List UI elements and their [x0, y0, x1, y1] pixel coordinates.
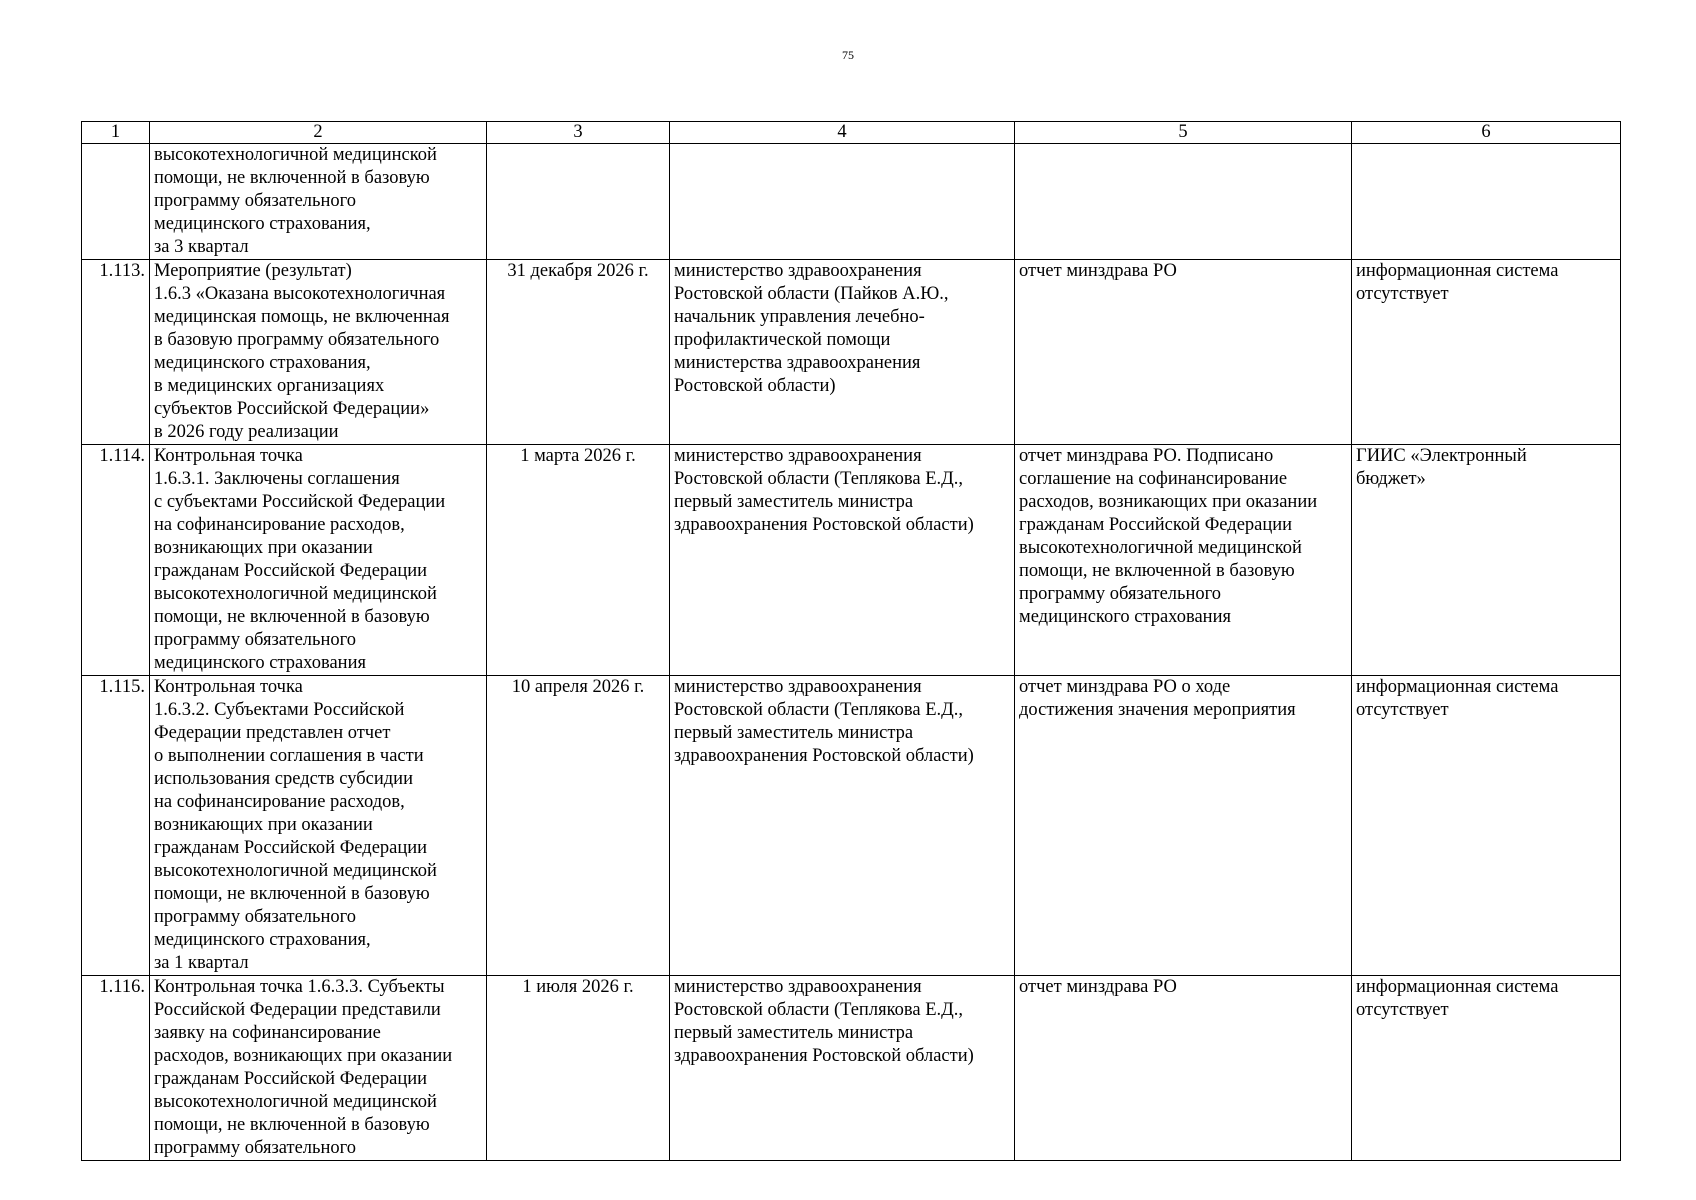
- row-responsible-text: министерство здравоохранения Ростовской области (Теплякова Е.Д., первый заместитель министра здравоохранения Ростовской области): [674, 677, 974, 766]
- row-system-text: информационная система отсутствует: [1356, 977, 1559, 1020]
- row-number: 1.116.: [82, 976, 150, 1161]
- row-system-text: информационная система отсутствует: [1356, 261, 1559, 304]
- row-name: [150, 976, 487, 1161]
- column-header-2: 2: [150, 122, 487, 144]
- row-number: 1.115.: [82, 676, 150, 976]
- row-name-text: Контрольная точка 1.6.3.2. Субъектами Российской Федерации представлен отчет о выполнении соглашения в части использования средств субсидии на софинансирование расходов, возникающих при оказании гражданам Российской Федерации высокотехнологичной медицинской помощи, не включенной в базовую программу обязательного медицинского страхования, за 1 квартал: [154, 677, 437, 973]
- row-document-text: отчет минздрава РО: [1019, 977, 1177, 997]
- row-system: [1352, 676, 1621, 976]
- row-date: [487, 144, 670, 260]
- row-name-text: Мероприятие (результат) 1.6.3 «Оказана высокотехнологичная медицинская помощь, не включенная в базовую программу обязательного медицинского страхования, в медицинских организациях субъектов Российской Федерации» в 2026 году реализации: [154, 261, 450, 442]
- table-row: [82, 260, 1621, 445]
- row-system: [1352, 260, 1621, 445]
- row-responsible: [670, 976, 1015, 1161]
- row-document-text: отчет минздрава РО о ходе достижения значения мероприятия: [1019, 677, 1296, 720]
- row-responsible-text: министерство здравоохранения Ростовской области (Теплякова Е.Д., первый заместитель министра здравоохранения Ростовской области): [674, 446, 974, 535]
- page-number: 75: [842, 48, 854, 62]
- column-header-4: 4: [670, 122, 1015, 144]
- column-header-5: 5: [1015, 122, 1352, 144]
- row-document: [1015, 260, 1352, 445]
- row-document: [1015, 445, 1352, 676]
- row-name: [150, 445, 487, 676]
- column-header-6: 6: [1352, 122, 1621, 144]
- table-row: [82, 445, 1621, 676]
- row-responsible: [670, 676, 1015, 976]
- row-system: [1352, 144, 1621, 260]
- row-name: [150, 260, 487, 445]
- row-responsible-text: министерство здравоохранения Ростовской области (Теплякова Е.Д., первый заместитель министра здравоохранения Ростовской области): [674, 977, 974, 1066]
- row-name-text: Контрольная точка 1.6.3.1. Заключены соглашения с субъектами Российской Федерации на софинансирование расходов, возникающих при оказании гражданам Российской Федерации высокотехнологичной медицинской помощи, не включенной в базовую программу обязательного медицинского страхования: [154, 446, 446, 673]
- row-system-text: ГИИС «Электронный бюджет»: [1356, 446, 1527, 489]
- row-number: 1.113.: [82, 260, 150, 445]
- row-number: 1.114.: [82, 445, 150, 676]
- row-responsible: [670, 260, 1015, 445]
- row-system: [1352, 445, 1621, 676]
- row-responsible: [670, 445, 1015, 676]
- row-responsible-text: министерство здравоохранения Ростовской области (Пайков А.Ю., начальник управления лечебно- профилактической помощи министерства здравоохранения Ростовской области): [674, 261, 949, 396]
- table-row: [82, 144, 1621, 260]
- row-system-text: информационная система отсутствует: [1356, 677, 1559, 720]
- row-system: [1352, 976, 1621, 1161]
- row-name: [150, 676, 487, 976]
- row-name-text: Контрольная точка 1.6.3.3. Субъекты Российской Федерации представили заявку на софинансирование расходов, возникающих при оказании гражданам Российской Федерации высокотехнологичной медицинской помощи, не включенной в базовую программу обязательного: [154, 977, 453, 1158]
- plan-table: [81, 121, 1621, 1161]
- row-document: [1015, 976, 1352, 1161]
- row-name: [150, 144, 487, 260]
- table-header-row: [82, 122, 1621, 144]
- row-date: 31 декабря 2026 г.: [487, 260, 670, 445]
- row-date: 1 марта 2026 г.: [487, 445, 670, 676]
- table-row: [82, 676, 1621, 976]
- row-name-text: высокотехнологичной медицинской помощи, не включенной в базовую программу обязательного медицинского страхования, за 3 квартал: [154, 145, 437, 257]
- row-document: [1015, 144, 1352, 260]
- row-number: [82, 144, 150, 260]
- row-date: 10 апреля 2026 г.: [487, 676, 670, 976]
- column-header-1: 1: [82, 122, 150, 144]
- row-document-text: отчет минздрава РО. Подписано соглашение на софинансирование расходов, возникающих при оказании гражданам Российской Федерации высокотехнологичной медицинской помощи, не включенной в базовую программу обязательного медицинского страхования: [1019, 446, 1318, 627]
- table-row: [82, 976, 1621, 1161]
- row-document-text: отчет минздрава РО: [1019, 261, 1177, 281]
- column-header-3: 3: [487, 122, 670, 144]
- row-document: [1015, 676, 1352, 976]
- row-date: 1 июля 2026 г.: [487, 976, 670, 1161]
- row-responsible: [670, 144, 1015, 260]
